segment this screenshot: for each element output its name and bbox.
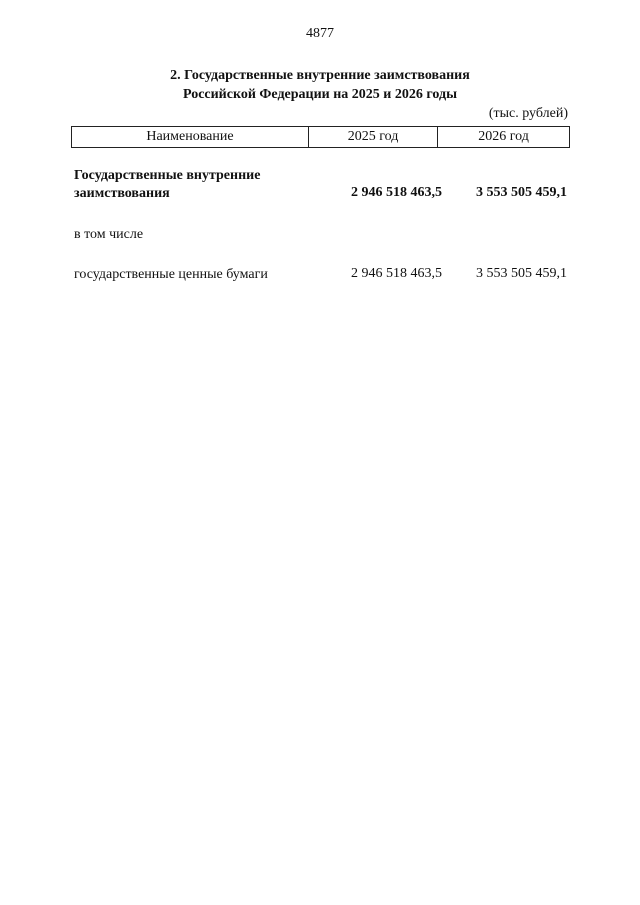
header-name: Наименование (72, 127, 309, 148)
table-row-including (74, 226, 570, 246)
row-securities-name: государственные ценные бумаги (74, 267, 268, 282)
table-row-securities (74, 266, 570, 286)
header-row (72, 127, 570, 148)
table-row-total (74, 167, 570, 207)
row-including-name: в том числе (74, 227, 144, 242)
units-note: (тыс. рублей) (488, 106, 568, 121)
header-2025: 2025 год (308, 127, 437, 148)
section-title-line-2: Российской Федерации на 2025 и 2026 годы (182, 87, 457, 102)
row-total-2026: 3 553 505 459,1 (476, 185, 567, 200)
section-title-line-1: 2. Государственные внутренние заимствования (170, 68, 470, 83)
row-total-name (74, 167, 324, 203)
row-securities-2026: 3 553 505 459,1 (476, 266, 567, 281)
header-2026: 2026 год (438, 127, 570, 148)
section-title (0, 66, 640, 104)
row-total-2025: 2 946 518 463,5 (351, 185, 442, 200)
row-securities-2025: 2 946 518 463,5 (351, 266, 442, 281)
row-total-name-line-1: Государственные внутренние (74, 168, 261, 183)
page-number: 4877 (306, 26, 334, 41)
table-header (71, 126, 570, 148)
row-total-name-line-2: заимствования (74, 186, 170, 201)
